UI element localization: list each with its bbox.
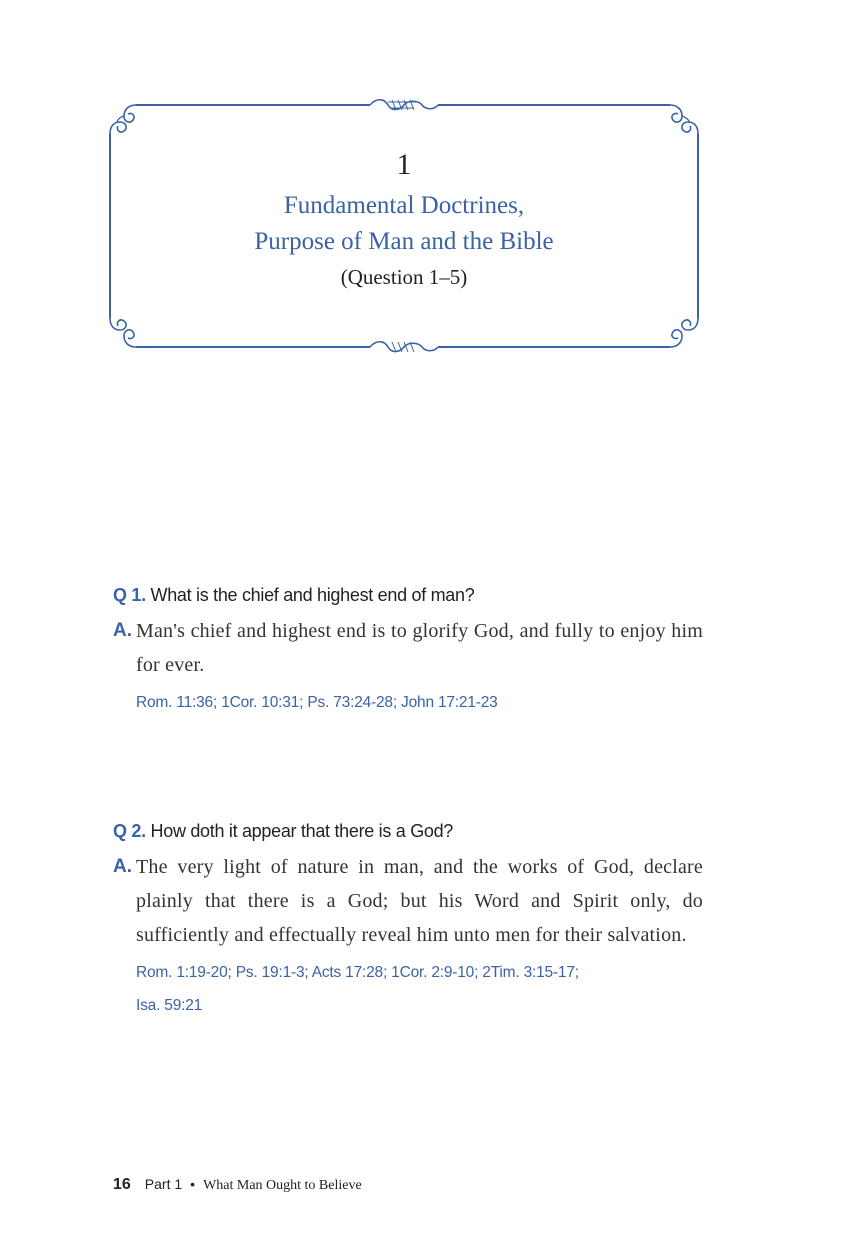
question-text: How doth it appear that there is a God? [150, 821, 454, 841]
answer-label: A. [113, 856, 132, 877]
question-label: Q 2. [113, 821, 146, 841]
answer-block [113, 850, 703, 952]
answer-label: A. [113, 620, 132, 641]
part-label: Part 1 [144, 1176, 183, 1192]
chapter-title-line-1: Fundamental Doctrines, [283, 192, 525, 219]
question-label: Q 1. [113, 585, 146, 605]
scripture-references-line: Isa. 59:21 [136, 997, 203, 1014]
scripture-references-line: Rom. 1:19-20; Ps. 19:1-3; Acts 17:28; 1Cor. 2:9-10; 2Tim. 3:15-17; [136, 964, 579, 981]
answer-text: The very light of nature in man, and the works of God, declare plainly that there is a God; but his Word and Spirit only, do sufficiently and effectually reveal him unto men for their salvation. [136, 856, 703, 946]
qa-item [113, 821, 703, 1022]
scripture-references [136, 956, 703, 1022]
bullet-separator: • [190, 1176, 196, 1192]
answer-block [113, 614, 703, 682]
chapter-question-range: (Question 1–5) [340, 265, 468, 289]
scripture-references-line: Rom. 11:36; 1Cor. 10:31; Ps. 73:24-28; John 17:21-23 [136, 694, 498, 711]
question-line [113, 821, 703, 842]
question-text: What is the chief and highest end of man? [150, 585, 475, 605]
chapter-title [108, 188, 700, 260]
chapter-title-line-2: Purpose of Man and the Bible [254, 228, 554, 255]
part-title: What Man Ought to Believe [203, 1178, 362, 1193]
question-line [113, 585, 703, 606]
qa-item [113, 585, 703, 719]
chapter-number: 1 [396, 148, 412, 181]
scripture-references [136, 686, 703, 719]
page-number: 16 [113, 1176, 131, 1193]
answer-text: Man's chief and highest end is to glorify God, and fully to enjoy him for ever. [136, 620, 703, 676]
page-footer [113, 1176, 362, 1194]
